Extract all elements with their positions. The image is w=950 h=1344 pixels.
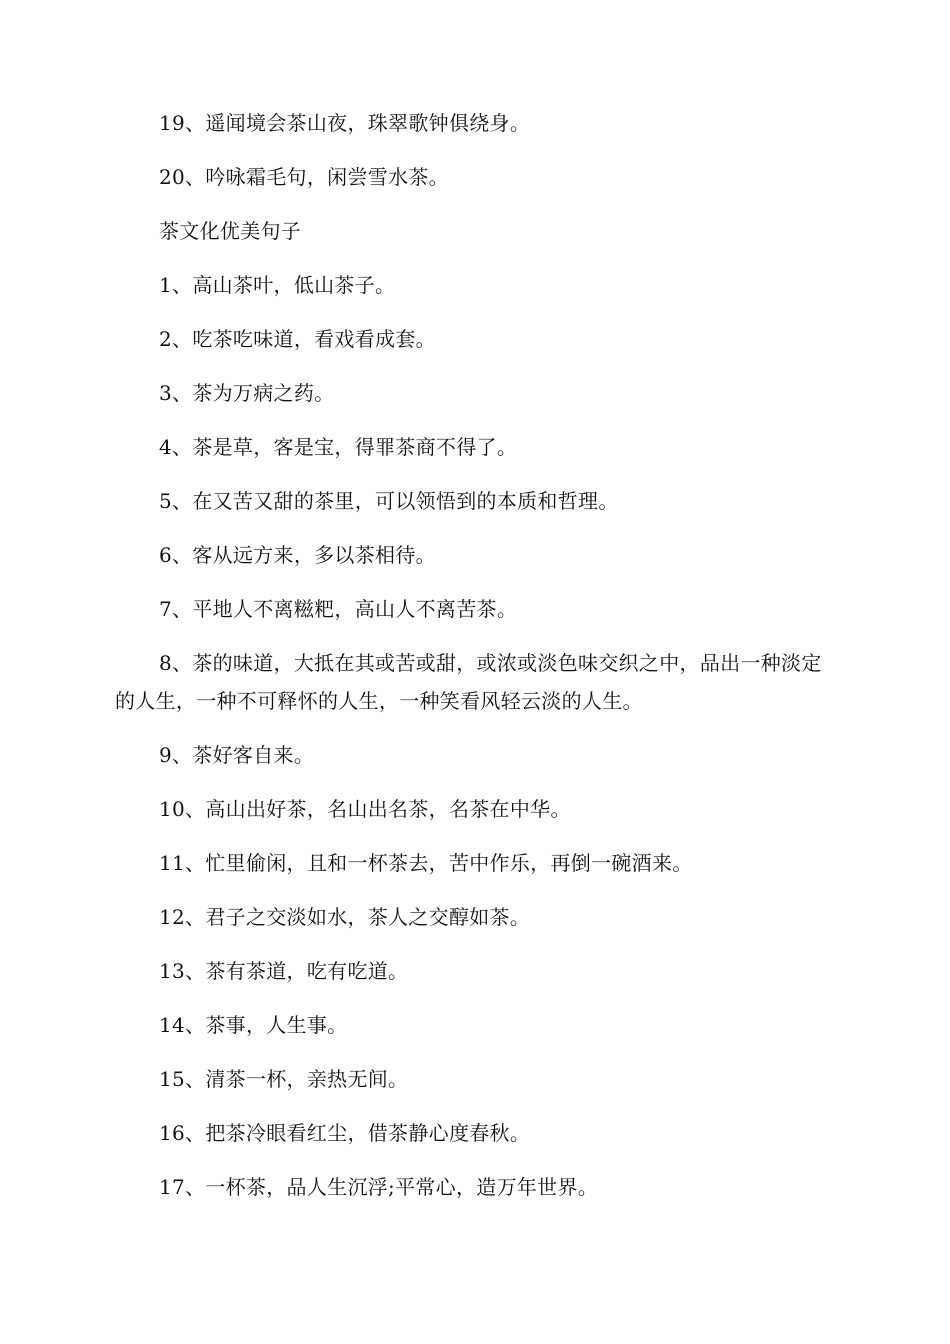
paragraph-20: 20、吟咏霜毛句，闲尝雪水茶。 bbox=[159, 165, 449, 189]
paragraph-8: 8、茶的味道，大抵在其或苦或甜，或浓或淡色味交织之中，品出一种淡定的人生，一种不可释怀的人生，一种笑看风轻云淡的人生。 bbox=[115, 651, 822, 713]
paragraph-14: 14、茶事，人生事。 bbox=[159, 1013, 348, 1037]
paragraph-13: 13、茶有茶道，吃有吃道。 bbox=[159, 959, 409, 983]
paragraph-1: 1、高山茶叶，低山茶子。 bbox=[159, 273, 396, 297]
paragraph-10: 10、高山出好茶，名山出名茶，名茶在中华。 bbox=[159, 797, 571, 821]
paragraph-5: 5、在又苦又甜的茶里，可以领悟到的本质和哲理。 bbox=[159, 489, 619, 513]
paragraph-7: 7、平地人不离糍粑，高山人不离苦茶。 bbox=[159, 597, 518, 621]
paragraph-2: 2、吃茶吃味道，看戏看成套。 bbox=[159, 327, 436, 351]
paragraph-3: 3、茶为万病之药。 bbox=[159, 381, 335, 405]
section-heading: 茶文化优美句子 bbox=[159, 219, 302, 243]
paragraph-15: 15、清茶一杯，亲热无间。 bbox=[159, 1067, 409, 1091]
paragraph-12: 12、君子之交淡如水，茶人之交醇如茶。 bbox=[159, 905, 531, 929]
paragraph-19: 19、遥闻境会茶山夜，珠翠歌钟俱绕身。 bbox=[159, 111, 531, 135]
paragraph-6: 6、客从远方来，多以茶相待。 bbox=[159, 543, 436, 567]
paragraph-4: 4、茶是草，客是宝，得罪茶商不得了。 bbox=[159, 435, 518, 459]
paragraph-9: 9、茶好客自来。 bbox=[159, 743, 315, 767]
paragraph-16: 16、把茶冷眼看红尘，借茶静心度春秋。 bbox=[159, 1121, 531, 1145]
paragraph-11: 11、忙里偷闲，且和一杯茶去，苦中作乐，再倒一碗酒来。 bbox=[159, 851, 693, 875]
paragraph-17: 17、一杯茶，品人生沉浮;平常心，造万年世界。 bbox=[159, 1175, 599, 1199]
